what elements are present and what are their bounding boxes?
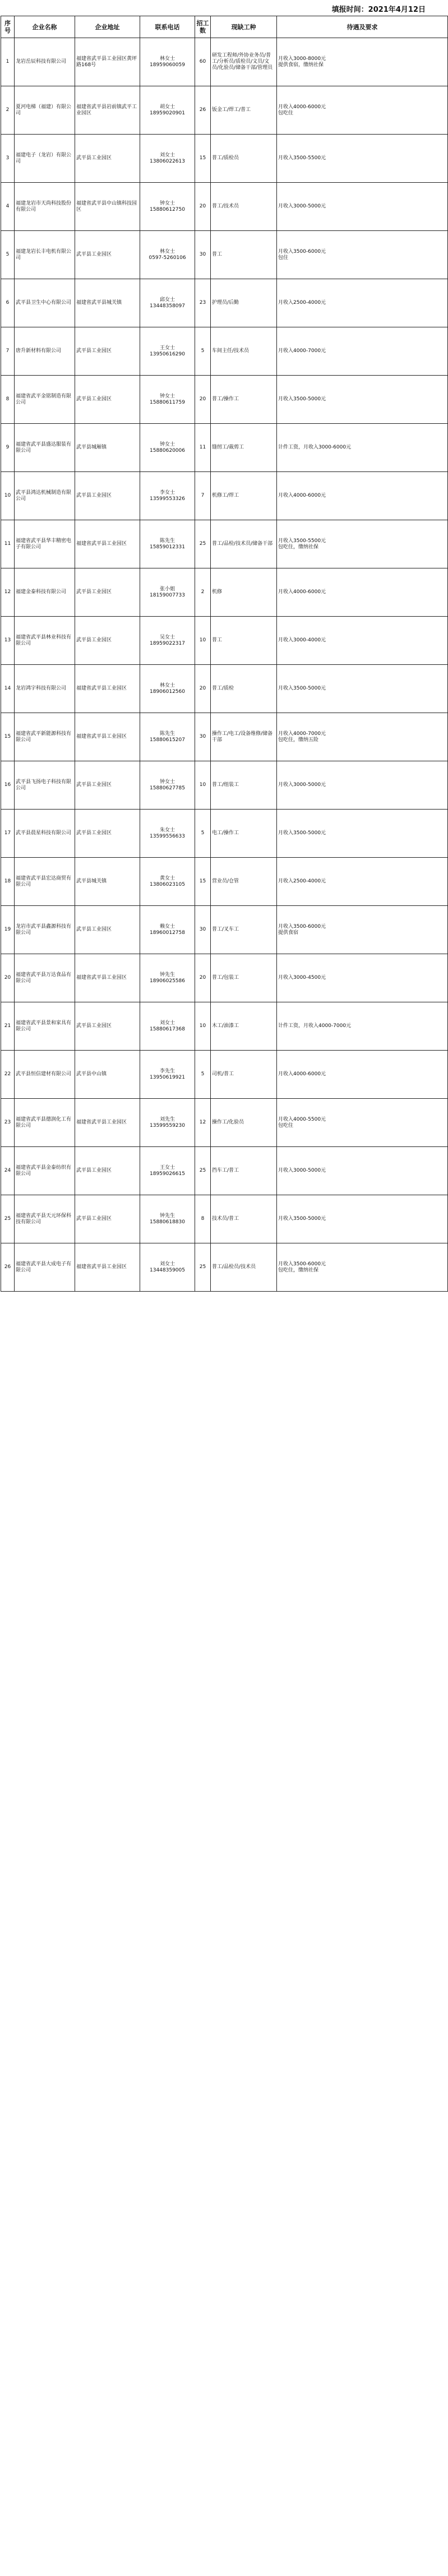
benefits-requirements: 月收入3000-5000元 bbox=[277, 1147, 448, 1195]
company-address: 武平县工业园区 bbox=[75, 472, 140, 520]
table-row bbox=[1, 1002, 448, 1051]
company-address: 武平县工业园区 bbox=[75, 1147, 140, 1195]
row-number: 2 bbox=[1, 86, 15, 135]
benefits-requirements: 月收入3500-5000元 bbox=[277, 376, 448, 424]
company-address: 武平县工业园区 bbox=[75, 761, 140, 810]
company-address: 福建省武平县城关镇 bbox=[75, 279, 140, 327]
table-row bbox=[1, 1147, 448, 1195]
hiring-count: 30 bbox=[195, 713, 211, 761]
job-types: 普工/叉车工 bbox=[211, 906, 277, 954]
table-row bbox=[1, 376, 448, 424]
benefits-requirements: 月收入3500-5000元 bbox=[277, 810, 448, 858]
row-number: 21 bbox=[1, 1002, 15, 1051]
company-address: 武平县城关镇 bbox=[75, 858, 140, 906]
benefits-requirements: 月收入4000-6000元 bbox=[277, 568, 448, 617]
company-name: 夏河电梯（福建）有限公司 bbox=[15, 86, 75, 135]
row-number: 10 bbox=[1, 472, 15, 520]
benefits-requirements: 计件工资，月收入3000-6000元 bbox=[277, 424, 448, 472]
table-row bbox=[1, 810, 448, 858]
hiring-count: 10 bbox=[195, 761, 211, 810]
contact-info: 李女士 13599553326 bbox=[140, 472, 195, 520]
contact-info: 邱女士 13448358097 bbox=[140, 279, 195, 327]
hiring-count: 20 bbox=[195, 954, 211, 1002]
row-number: 22 bbox=[1, 1051, 15, 1099]
hiring-count: 5 bbox=[195, 327, 211, 376]
company-name: 福建省武平县大成电子有限公司 bbox=[15, 1243, 75, 1292]
hiring-count: 15 bbox=[195, 858, 211, 906]
hiring-count: 11 bbox=[195, 424, 211, 472]
table-row bbox=[1, 1051, 448, 1099]
hiring-count: 30 bbox=[195, 231, 211, 279]
contact-info: 胡女士 18959020901 bbox=[140, 86, 195, 135]
row-number: 19 bbox=[1, 906, 15, 954]
table-row bbox=[1, 568, 448, 617]
contact-info: 刘女士 13806022613 bbox=[140, 135, 195, 183]
company-address: 武平县工业园区 bbox=[75, 568, 140, 617]
job-types: 普工/品检员/技术员 bbox=[211, 1243, 277, 1292]
job-types: 操作工/化验员 bbox=[211, 1099, 277, 1147]
company-address: 福建省武平县工业园区黄坪路168号 bbox=[75, 38, 140, 86]
hiring-count: 20 bbox=[195, 376, 211, 424]
job-types: 普工/操作工 bbox=[211, 376, 277, 424]
company-address: 武平县工业园区 bbox=[75, 231, 140, 279]
contact-info: 张小姐 18159007733 bbox=[140, 568, 195, 617]
contact-info: 黄女士 13806023105 bbox=[140, 858, 195, 906]
benefits-requirements: 月收入4000-7000元 包吃住，缴纳五险 bbox=[277, 713, 448, 761]
company-address: 武平县城厢镇 bbox=[75, 424, 140, 472]
job-types: 技术员/普工 bbox=[211, 1195, 277, 1243]
row-number: 12 bbox=[1, 568, 15, 617]
col-header-benefits: 待遇及要求 bbox=[277, 16, 448, 38]
company-address: 武平县工业园区 bbox=[75, 617, 140, 665]
company-address: 福建省武平县工业园区 bbox=[75, 1099, 140, 1147]
row-number: 16 bbox=[1, 761, 15, 810]
table-row bbox=[1, 617, 448, 665]
benefits-requirements: 月收入2500-4000元 bbox=[277, 279, 448, 327]
company-name: 武平县卫生中心有限公司 bbox=[15, 279, 75, 327]
contact-info: 刘女士 15880617368 bbox=[140, 1002, 195, 1051]
company-address: 武平县工业园区 bbox=[75, 1002, 140, 1051]
contact-info: 钟女士 15880612750 bbox=[140, 183, 195, 231]
benefits-requirements: 月收入3500-5500元 bbox=[277, 135, 448, 183]
contact-info: 钟先生 15880618830 bbox=[140, 1195, 195, 1243]
benefits-requirements: 月收入3500-6000元 包吃住，缴纳社保 bbox=[277, 1243, 448, 1292]
company-name: 福建省武平新能源科技有限公司 bbox=[15, 713, 75, 761]
hiring-count: 23 bbox=[195, 279, 211, 327]
hiring-count: 5 bbox=[195, 810, 211, 858]
company-address: 福建省武平县工业园区 bbox=[75, 1243, 140, 1292]
company-name: 福建龙岩市天尚科技股份有限公司 bbox=[15, 183, 75, 231]
hiring-count: 60 bbox=[195, 38, 211, 86]
row-number: 4 bbox=[1, 183, 15, 231]
contact-info: 王女士 18959026615 bbox=[140, 1147, 195, 1195]
row-number: 14 bbox=[1, 665, 15, 713]
job-types: 研发工程师/外协业务员/普工/分析员/质检员/文员/文员/化验员/储备干部/管理员 bbox=[211, 38, 277, 86]
contact-info: 刘女士 13448359005 bbox=[140, 1243, 195, 1292]
row-number: 25 bbox=[1, 1195, 15, 1243]
benefits-requirements: 月收入4000-5500元 包吃住 bbox=[277, 1099, 448, 1147]
table-row bbox=[1, 38, 448, 86]
company-address: 福建省武平县岩前镇武平工业园区 bbox=[75, 86, 140, 135]
company-address: 武平县工业园区 bbox=[75, 327, 140, 376]
company-address: 福建省武平县工业园区 bbox=[75, 520, 140, 568]
fill-date: 填报时间：2021年4月12日 bbox=[331, 6, 426, 14]
table-row bbox=[1, 858, 448, 906]
benefits-requirements: 月收入3500-5000元 bbox=[277, 665, 448, 713]
company-name: 福建省武平县盛达服装有限公司 bbox=[15, 424, 75, 472]
company-name: 福建省武平县金泰纺织有限公司 bbox=[15, 1147, 75, 1195]
job-types: 普工/技术员 bbox=[211, 183, 277, 231]
hiring-count: 20 bbox=[195, 665, 211, 713]
hiring-count: 2 bbox=[195, 568, 211, 617]
job-types: 普工/质检 bbox=[211, 665, 277, 713]
col-header-company: 企业名称 bbox=[15, 16, 75, 38]
company-name: 福建省武平金铭制造有限公司 bbox=[15, 376, 75, 424]
row-number: 9 bbox=[1, 424, 15, 472]
table-row bbox=[1, 1195, 448, 1243]
row-number: 15 bbox=[1, 713, 15, 761]
hiring-count: 20 bbox=[195, 183, 211, 231]
job-types: 挡车工/普工 bbox=[211, 1147, 277, 1195]
hiring-count: 10 bbox=[195, 1002, 211, 1051]
job-types: 普工/包装工 bbox=[211, 954, 277, 1002]
job-types: 普工/品检/技术员/储备干部 bbox=[211, 520, 277, 568]
company-name: 福建金泰科技有限公司 bbox=[15, 568, 75, 617]
job-types: 普工/组装工 bbox=[211, 761, 277, 810]
job-types: 车间主任/技术员 bbox=[211, 327, 277, 376]
company-name: 福建省武平县万达食品有限公司 bbox=[15, 954, 75, 1002]
col-header-no: 序号 bbox=[1, 16, 15, 38]
job-types: 营业员/仓管 bbox=[211, 858, 277, 906]
benefits-requirements: 月收入2500-4000元 bbox=[277, 858, 448, 906]
hiring-count: 5 bbox=[195, 1051, 211, 1099]
table-row bbox=[1, 231, 448, 279]
company-name: 福建龙岩长丰电机有限公司 bbox=[15, 231, 75, 279]
job-types: 缝纫工/裁剪工 bbox=[211, 424, 277, 472]
contact-info: 钟女士 15880611759 bbox=[140, 376, 195, 424]
company-name: 龙岩岳辰科技有限公司 bbox=[15, 38, 75, 86]
hiring-count: 25 bbox=[195, 1243, 211, 1292]
benefits-requirements: 月收入4000-7000元 bbox=[277, 327, 448, 376]
benefits-requirements: 月收入3500-6000元 包住 bbox=[277, 231, 448, 279]
row-number: 8 bbox=[1, 376, 15, 424]
job-types: 司机/普工 bbox=[211, 1051, 277, 1099]
contact-info: 吴女士 18959022317 bbox=[140, 617, 195, 665]
table-row bbox=[1, 665, 448, 713]
contact-info: 钟先生 18906025586 bbox=[140, 954, 195, 1002]
table-row bbox=[1, 424, 448, 472]
job-types: 机修工/焊工 bbox=[211, 472, 277, 520]
table-row bbox=[1, 1099, 448, 1147]
benefits-requirements: 月收入3000-8000元 提供食宿，缴纳社保 bbox=[277, 38, 448, 86]
company-address: 福建省武平县工业园区 bbox=[75, 713, 140, 761]
row-number: 3 bbox=[1, 135, 15, 183]
table-row bbox=[1, 472, 448, 520]
row-number: 20 bbox=[1, 954, 15, 1002]
table-body bbox=[1, 38, 448, 1292]
col-header-num: 招工数 bbox=[195, 16, 211, 38]
table-row bbox=[1, 713, 448, 761]
col-header-contact: 联系电话 bbox=[140, 16, 195, 38]
hiring-count: 8 bbox=[195, 1195, 211, 1243]
benefits-requirements: 月收入3500-6000元 提供食宿 bbox=[277, 906, 448, 954]
company-name: 武平县恒信建材有限公司 bbox=[15, 1051, 75, 1099]
row-number: 5 bbox=[1, 231, 15, 279]
benefits-requirements: 月收入4000-6000元 bbox=[277, 472, 448, 520]
hiring-count: 7 bbox=[195, 472, 211, 520]
job-types: 普工/质检员 bbox=[211, 135, 277, 183]
row-number: 6 bbox=[1, 279, 15, 327]
company-name: 福建省武平县景和家具有限公司 bbox=[15, 1002, 75, 1051]
company-name: 唐升新材料有限公司 bbox=[15, 327, 75, 376]
job-types: 操作工/电工/设备维修/储备干部 bbox=[211, 713, 277, 761]
company-address: 武平县中山镇 bbox=[75, 1051, 140, 1099]
company-name: 武平县飞扬电子科技有限公司 bbox=[15, 761, 75, 810]
contact-info: 赖女士 18960012758 bbox=[140, 906, 195, 954]
benefits-requirements: 月收入3000-5000元 bbox=[277, 761, 448, 810]
company-name: 福建电子（龙岩）有限公司 bbox=[15, 135, 75, 183]
company-name: 福建省武平县华丰精密电子有限公司 bbox=[15, 520, 75, 568]
row-number: 13 bbox=[1, 617, 15, 665]
company-address: 武平县工业园区 bbox=[75, 1195, 140, 1243]
company-address: 武平县工业园区 bbox=[75, 906, 140, 954]
company-name: 武平县晨星科技有限公司 bbox=[15, 810, 75, 858]
hiring-count: 30 bbox=[195, 906, 211, 954]
job-types: 普工 bbox=[211, 231, 277, 279]
company-name: 龙岩市武平县鑫源科技有限公司 bbox=[15, 906, 75, 954]
table-row bbox=[1, 906, 448, 954]
row-number: 24 bbox=[1, 1147, 15, 1195]
contact-info: 林女士 18906012560 bbox=[140, 665, 195, 713]
hiring-count: 12 bbox=[195, 1099, 211, 1147]
benefits-requirements: 月收入3000-5000元 bbox=[277, 183, 448, 231]
company-name: 福建省武平县林业科技有限公司 bbox=[15, 617, 75, 665]
company-name: 福建省武平县德润化工有限公司 bbox=[15, 1099, 75, 1147]
benefits-requirements: 月收入3500-5500元 包吃住，缴纳社保 bbox=[277, 520, 448, 568]
hiring-count: 25 bbox=[195, 1147, 211, 1195]
company-address: 福建省武平县中山镇科技园区 bbox=[75, 183, 140, 231]
job-types: 护理员/后勤 bbox=[211, 279, 277, 327]
contact-info: 林女士 0597-5260106 bbox=[140, 231, 195, 279]
company-address: 武平县工业园区 bbox=[75, 376, 140, 424]
contact-info: 林女士 18959060059 bbox=[140, 38, 195, 86]
job-types: 钣金工/焊工/普工 bbox=[211, 86, 277, 135]
benefits-requirements: 月收入4000-6000元 包吃住 bbox=[277, 86, 448, 135]
table-row bbox=[1, 86, 448, 135]
row-number: 7 bbox=[1, 327, 15, 376]
benefits-requirements: 月收入3000-4000元 bbox=[277, 617, 448, 665]
benefits-requirements: 月收入3500-5000元 bbox=[277, 1195, 448, 1243]
contact-info: 钟女士 15880627785 bbox=[140, 761, 195, 810]
company-name: 龙岩鸿宇科技有限公司 bbox=[15, 665, 75, 713]
hiring-count: 15 bbox=[195, 135, 211, 183]
table-header-row bbox=[1, 16, 448, 38]
row-number: 1 bbox=[1, 38, 15, 86]
table-row bbox=[1, 954, 448, 1002]
job-types: 机修 bbox=[211, 568, 277, 617]
hiring-count: 25 bbox=[195, 520, 211, 568]
benefits-requirements: 计件工资，月收入4000-7000元 bbox=[277, 1002, 448, 1051]
company-address: 福建省武平县工业园区 bbox=[75, 954, 140, 1002]
table-row bbox=[1, 327, 448, 376]
row-number: 26 bbox=[1, 1243, 15, 1292]
company-name: 福建省武平县天元环保科技有限公司 bbox=[15, 1195, 75, 1243]
table-row bbox=[1, 761, 448, 810]
company-name: 武平县鸿达机械制造有限公司 bbox=[15, 472, 75, 520]
company-name: 福建省武平县宏达商贸有限公司 bbox=[15, 858, 75, 906]
table-row bbox=[1, 279, 448, 327]
contact-info: 刘先生 13599559230 bbox=[140, 1099, 195, 1147]
contact-info: 陈先生 15880615207 bbox=[140, 713, 195, 761]
row-number: 18 bbox=[1, 858, 15, 906]
table-row bbox=[1, 183, 448, 231]
hiring-count: 26 bbox=[195, 86, 211, 135]
col-header-types: 现缺工种 bbox=[211, 16, 277, 38]
contact-info: 王女士 13950616290 bbox=[140, 327, 195, 376]
row-number: 23 bbox=[1, 1099, 15, 1147]
benefits-requirements: 月收入4000-6000元 bbox=[277, 1051, 448, 1099]
table-row bbox=[1, 1243, 448, 1292]
job-types: 电工/操作工 bbox=[211, 810, 277, 858]
company-address: 福建省武平县工业园区 bbox=[75, 665, 140, 713]
company-address: 武平县工业园区 bbox=[75, 135, 140, 183]
contact-info: 钟女士 15880620006 bbox=[140, 424, 195, 472]
contact-info: 陈先生 15859012331 bbox=[140, 520, 195, 568]
job-types: 普工 bbox=[211, 617, 277, 665]
company-address: 武平县工业园区 bbox=[75, 810, 140, 858]
recruitment-table bbox=[1, 16, 448, 1292]
table-row bbox=[1, 135, 448, 183]
contact-info: 朱女士 13599556633 bbox=[140, 810, 195, 858]
job-types: 木工/油漆工 bbox=[211, 1002, 277, 1051]
row-number: 17 bbox=[1, 810, 15, 858]
hiring-count: 10 bbox=[195, 617, 211, 665]
row-number: 11 bbox=[1, 520, 15, 568]
contact-info: 李先生 13950619921 bbox=[140, 1051, 195, 1099]
table-row bbox=[1, 520, 448, 568]
col-header-address: 企业地址 bbox=[75, 16, 140, 38]
benefits-requirements: 月收入3000-4500元 bbox=[277, 954, 448, 1002]
